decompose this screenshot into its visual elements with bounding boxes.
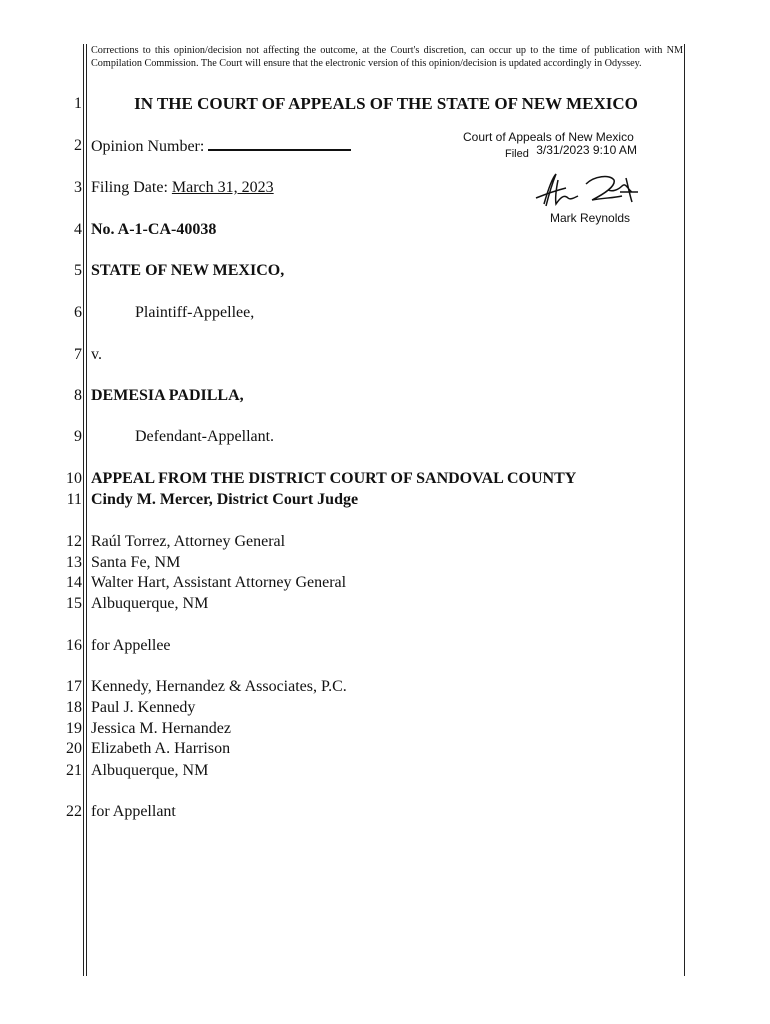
court-title: IN THE COURT OF APPEALS OF THE STATE OF NEW MEXICO — [134, 94, 638, 113]
left-margin-rule-inner — [86, 44, 87, 976]
line-number: 10 — [66, 470, 82, 487]
left-margin-rule-outer — [83, 44, 84, 976]
line-number: 9 — [74, 428, 82, 445]
line-number: 22 — [66, 803, 82, 820]
appellant-counsel-line: Kennedy, Hernandez & Associates, P.C. — [91, 678, 347, 695]
line-number: 15 — [66, 595, 82, 612]
versus: v. — [91, 346, 102, 363]
opinion-number-blank — [208, 137, 351, 151]
signer-name: Mark Reynolds — [550, 211, 631, 225]
for-appellant: for Appellant — [91, 803, 176, 820]
defendant-name: DEMESIA PADILLA, — [91, 387, 244, 404]
line-number: 6 — [74, 304, 82, 321]
filed-stamp-court: Court of Appeals of New Mexico — [463, 130, 634, 144]
line-number: 4 — [74, 221, 82, 238]
line-number: 14 — [66, 574, 82, 591]
opinion-number-label: Opinion Number: — [91, 138, 205, 155]
line-number: 16 — [66, 637, 82, 654]
appellant-counsel-line: Paul J. Kennedy — [91, 699, 196, 716]
appellant-counsel-line: Elizabeth A. Harrison — [91, 740, 231, 757]
appellant-counsel-line: Albuquerque, NM — [91, 762, 209, 779]
line-number: 7 — [74, 346, 82, 363]
plaintiff-name: STATE OF NEW MEXICO, — [91, 262, 285, 279]
line-number: 18 — [66, 699, 82, 716]
appeal-from: APPEAL FROM THE DISTRICT COURT OF SANDOVAL COUNTY — [91, 470, 577, 487]
filed-label: Filed — [505, 148, 529, 160]
opinion-number-line — [91, 137, 351, 156]
filing-date-label: Filing Date: — [91, 179, 168, 196]
line-number: 13 — [66, 554, 82, 571]
appellee-counsel-line: Albuquerque, NM — [91, 595, 209, 612]
appellee-counsel-line: Santa Fe, NM — [91, 554, 181, 571]
plaintiff-role: Plaintiff-Appellee, — [135, 304, 255, 321]
appellant-counsel-line: Jessica M. Hernandez — [91, 720, 231, 737]
appellee-counsel-line: Walter Hart, Assistant Attorney General — [91, 574, 347, 591]
right-margin-rule — [684, 44, 685, 976]
for-appellee: for Appellee — [91, 637, 171, 654]
filing-date-line — [91, 179, 358, 197]
line-number: 3 — [74, 179, 82, 196]
line-number: 20 — [66, 740, 82, 757]
line-number: 8 — [74, 387, 82, 404]
district-judge: Cindy M. Mercer, District Court Judge — [91, 491, 359, 508]
filing-date-text: March 31, 2023 — [171, 179, 274, 196]
filed-datetime: 3/31/2023 9:10 AM — [536, 143, 637, 157]
line-number: 11 — [66, 491, 82, 508]
defendant-role: Defendant-Appellant. — [135, 428, 275, 445]
line-number: 1 — [74, 95, 82, 112]
line-number: 21 — [66, 762, 82, 779]
line-number: 19 — [66, 720, 82, 737]
line-number: 12 — [66, 533, 82, 550]
line-number: 2 — [74, 137, 82, 154]
case-number: No. A-1-CA-40038 — [91, 221, 217, 238]
corrections-notice: Corrections to this opinion/decision not affecting the outcome, at the Court's discretion, can occur up to the time of publication with NM Compilation Commission. The Court will ensure that the electronic version of this opinion/decision is updated accordingly in Odyssey. — [91, 45, 683, 69]
line-number: 5 — [74, 262, 82, 279]
line-number: 17 — [66, 678, 82, 695]
filing-date-value — [172, 179, 358, 197]
appellee-counsel-line: Raúl Torrez, Attorney General — [91, 533, 286, 550]
filed-stamp-date — [505, 143, 637, 158]
